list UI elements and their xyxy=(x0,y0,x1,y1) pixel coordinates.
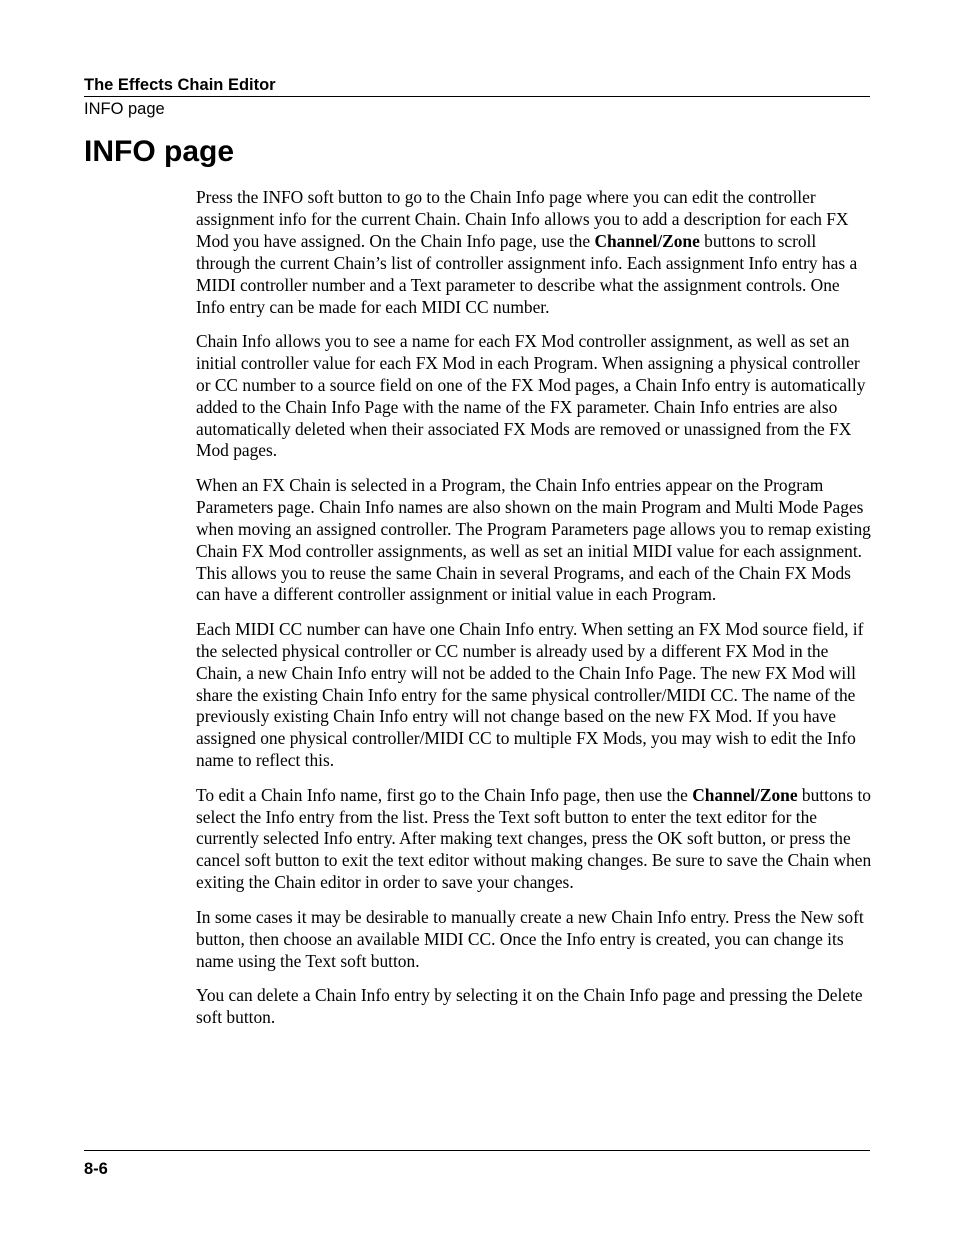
paragraph-7: You can delete a Chain Info entry by selecting it on the Chain Info page and pressing the Delete soft button. xyxy=(196,984,863,1027)
section-subtitle: INFO page xyxy=(84,100,165,118)
body-text xyxy=(196,187,872,1041)
paragraph-3: When an FX Chain is selected in a Program, the Chain Info entries appear on the Program Parameters page. Chain Info names are also shown on the main Program and Multi Mode Pages when moving an assigned controller. The Program Parameters page allows you to remap existing Chain FX Mod controller assignments, as well as set an initial MIDI value for each assignment. This allows you to reuse the same Chain in several Programs, and each of the Chain FX Mods can have a different controller assignment or initial value in each Program. xyxy=(196,474,871,605)
page-number: 8-6 xyxy=(84,1160,108,1178)
running-header xyxy=(84,75,870,120)
paragraph-5-text-a: To edit a Chain Info name, first go to the Chain Info page, then use the xyxy=(196,784,693,805)
paragraph-5-text-c: buttons to select the Info entry from the list. Press the Text soft button to enter the text editor for the currently selected Info entry. After making text changes, press the OK soft button, or press the cancel soft button to exit the text editor without making changes. Be sure to save the Chain when exiting the Chain editor in order to save your changes. xyxy=(196,784,872,893)
footer-rule xyxy=(84,1150,870,1151)
chapter-title: The Effects Chain Editor xyxy=(84,76,276,94)
paragraph-6: In some cases it may be desirable to manually create a new Chain Info entry. Press the New soft button, then choose an available MIDI CC. Once the Info entry is created, you can change its name using the Text soft button. xyxy=(196,906,864,971)
paragraph-1-text-a: Press the INFO soft button to go to the Chain Info page where you can edit the controller assignment info for the current Chain. Chain Info allows you to add a description for each FX Mod you have assigned. On the Chain Info page, use the xyxy=(196,187,849,251)
page-title: INFO page xyxy=(84,135,235,168)
paragraph-1-text-c: buttons to scroll through the current Chain’s list of controller assignment info. Each assignment Info entry has a MIDI controller number and a Text parameter to describe what the assignment controls. One Info entry can be made for each MIDI CC number. xyxy=(196,230,858,317)
header-rule xyxy=(84,96,870,97)
channel-zone-bold-2: Channel/Zone xyxy=(692,784,798,805)
channel-zone-bold-1: Channel/Zone xyxy=(594,230,700,251)
paragraph-5 xyxy=(196,785,872,895)
paragraph-1 xyxy=(196,187,872,318)
paragraph-2: Chain Info allows you to see a name for each FX Mod controller assignment, as well as set an initial controller value for each FX Mod in each Program. When assigning a physical controller or CC number to a source field on one of the FX Mod pages, a Chain Info entry is automatically added to the Chain Info Page with the name of the FX parameter. Chain Info entries are also automatically deleted when their associated FX Mods are removed or unassigned from the FX Mod pages. xyxy=(196,330,866,461)
paragraph-4: Each MIDI CC number can have one Chain Info entry. When setting an FX Mod source field, if the selected physical controller or CC number is already used by a different FX Mod in the Chain, a new Chain Info entry will not be added to the Chain Info Page. The new FX Mod will share the existing Chain Info entry for the same physical controller/MIDI CC. The name of the previously existing Chain Info entry will not change based on the new FX Mod. If you have assigned one physical controller/MIDI CC to multiple FX Mods, you may wish to edit the Info name to reflect this. xyxy=(196,618,864,771)
